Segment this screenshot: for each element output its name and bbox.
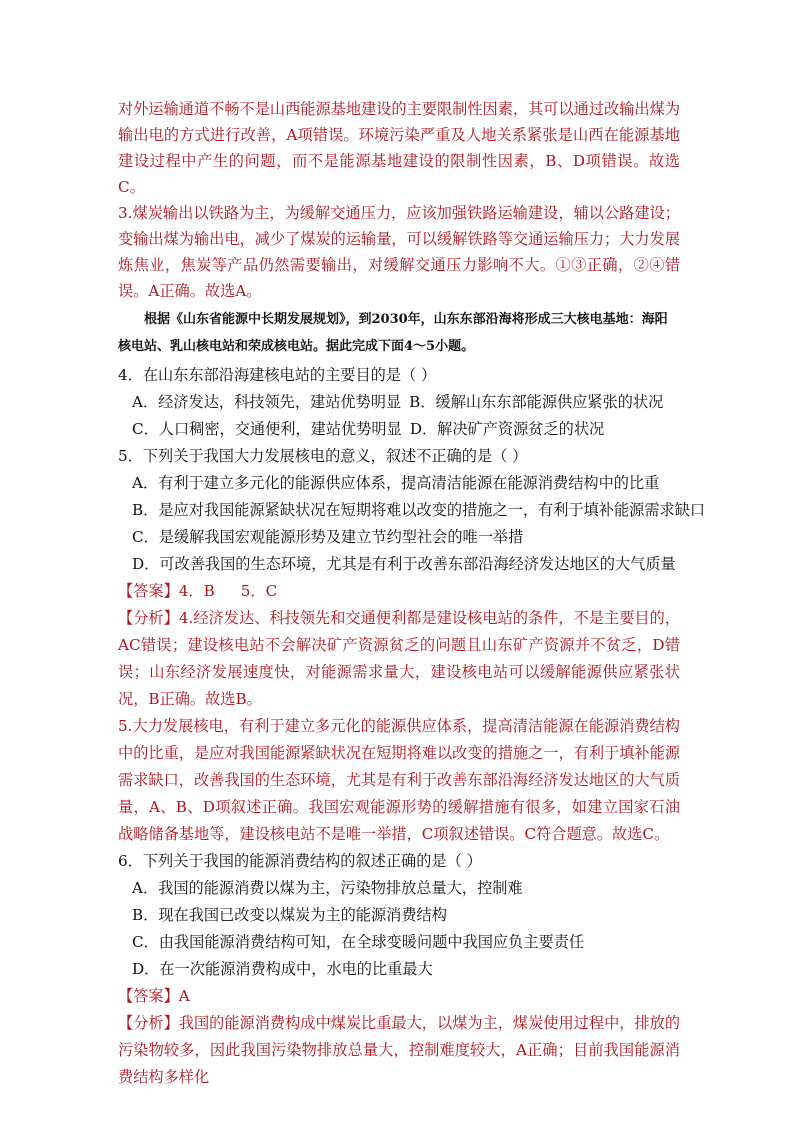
question-5-option-b: B．是应对我国能源紧缺状况在短期将难以改变的措施之一，有利于填补能源需求缺口 — [132, 501, 706, 519]
question-6-option-c: C．由我国能源消费结构可知，在全球变暖问题中我国应负主要责任 — [132, 933, 585, 951]
question-6-option-b: B．现在我国已改变以煤炭为主的能源消费结构 — [132, 906, 447, 924]
answer-5: 5．C — [240, 582, 278, 600]
question-6-option-a: A．我国的能源消费以煤为主，污染物排放总量大，控制难 — [132, 879, 523, 897]
answer-6-value: A — [178, 987, 190, 1005]
question-4-option-c: C．人口稠密，交通便利，建站优势明显 — [132, 420, 402, 438]
analysis-6-text: 我国的能源消费构成中煤炭比重最大，以煤为主，煤炭使用过程中，排放的污染物较多，因此我国污染物排放总量大，控制难度较大，A正确；目前我国能源消费结构多样化 — [118, 1014, 681, 1086]
question-5 — [118, 443, 706, 578]
analysis-tag: 【分析】 — [118, 609, 179, 627]
analysis-4-text: 4.经济发达、科技领先和交通便利都是建设核电站的条件，不是主要目的，AC错误；建设核电站不会解决矿产资源贫乏的问题且山东矿产资源并不贫乏，D错误；山东经济发展速度快，对能源需求量大，建设核电站可以缓解能源供应紧张状况，B正确。故选B。 — [118, 609, 681, 708]
question-4-option-a: A．经济发达，科技领先，建站优势明显 — [132, 393, 402, 411]
page-content — [118, 96, 706, 1091]
question-4-option-d: D．解决矿产资源贫乏的状况 — [409, 420, 605, 438]
question-6 — [118, 848, 680, 983]
question-4-option-b: B．缓解山东东部能源供应紧张的状况 — [409, 393, 664, 411]
analysis-5-text: 5.大力发展核电，有利于建立多元化的能源供应体系，提高清洁能源在能源消费结构中的比重，是应对我国能源紧缺状况在短期将难以改变的措施之一，有利于填补能源需求缺口，改善我国的生态环境，尤其是有利于改善东部沿海经济发达地区的大气质量，A、B、D项叙述正确。我国宏观能源形势的缓解措施有很多，如建立国家石油战略储备基地等，建设核电站不是唯一举措，C项叙述错误。C符合题意。故选C。 — [118, 717, 680, 843]
answer-4: 4．B — [178, 582, 215, 600]
intro-analysis-paragraph-2: 3.煤炭输出以铁路为主，为缓解交通压力，应该加强铁路运输建设，辅以公路建设；变输出煤为输出电，减少了煤炭的运输量，可以缓解铁路等交通运输压力；大力发展炼焦业，焦炭等产品仍然需要输出，对缓解交通压力影响不大。①③正确，②④错误。A正确。故选A。 — [118, 204, 680, 300]
analysis-6-tag: 【分析】 — [118, 1014, 179, 1032]
answer-6 — [118, 983, 680, 1010]
question-5-option-c: C．是缓解我国宏观能源形势及建立节约型社会的唯一举措 — [132, 528, 524, 546]
question-4 — [118, 362, 680, 443]
question-4-stem: 4．在山东东部沿海建核电站的主要目的是（ ） — [118, 366, 437, 384]
question-6-stem: 6．下列关于我国的能源消费结构的叙述正确的是（ ） — [118, 852, 482, 870]
intro-analysis-paragraph-1: 对外运输通道不畅不是山西能源基地建设的主要限制性因素，其可以通过改输出煤为输出电的方式进行改善，A项错误。环境污染严重及人地关系紧张是山西在能源基地建设过程中产生的问题，而不是能源基地建设的限制性因素，B、D项错误。故选C。 — [118, 100, 680, 196]
analysis-4-5 — [118, 605, 680, 713]
answer-4-5 — [118, 578, 680, 605]
question-5-stem: 5．下列关于我国大力发展核电的意义，叙述不正确的是（ ） — [118, 447, 528, 465]
analysis-6 — [118, 1010, 680, 1091]
question-5-option-d: D．可改善我国的生态环境，尤其是有利于改善东部沿海经济发达地区的大气质量 — [132, 555, 676, 573]
answer-tag: 【答案】 — [118, 582, 179, 600]
question-4-options-row-1 — [118, 389, 680, 416]
question-6-option-d: D．在一次能源消费构成中，水电的比重最大 — [132, 960, 433, 978]
reading-passage: 根据《山东省能源中长期发展规划》，到2030年，山东东部沿海将形成三大核电基地：海阳核电站、乳山核电站和荣成核电站。据此完成下面4～5小题。 — [118, 312, 668, 354]
question-4-options-row-2 — [118, 416, 680, 443]
answer-6-tag: 【答案】 — [118, 987, 179, 1005]
question-5-option-a: A．有利于建立多元化的能源供应体系，提高清洁能源在能源消费结构中的比重 — [132, 474, 660, 492]
